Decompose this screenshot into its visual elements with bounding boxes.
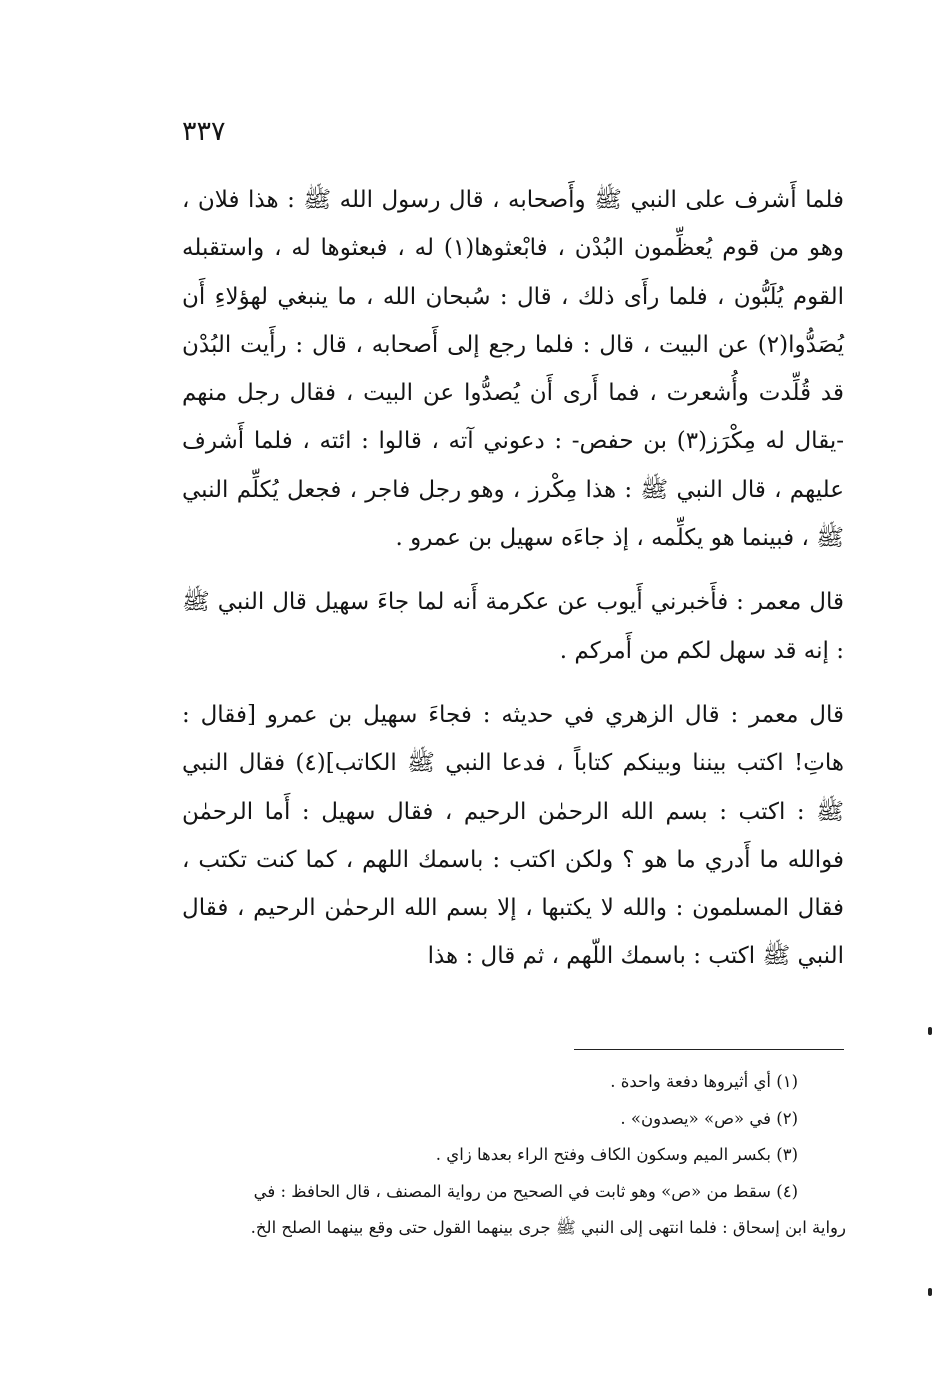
paragraph-2: قال معمر : فأَخبرني أَيوب عن عكرمة أَنه لما جاءَ سهيل قال النبي ﷺ : إنه قد سهل لكم من أَمركم . <box>182 589 844 664</box>
footnote-4-continuation: رواية ابن إسحاق : فلما انتهى إلى النبي ﷺ جرى بينهما القول حتى وقع بينهما الصلح الخ. <box>250 1218 846 1237</box>
footnote-3: (٣) بكسر الميم وسكون الكاف وفتح الراء بعدها زاي . <box>435 1145 798 1164</box>
scan-speck <box>928 1027 932 1035</box>
paragraph-3: قال معمر : قال الزهري في حديثه : فجاءَ سهيل بن عمرو [فقال : هاتِ! اكتب بيننا وبينكم كتاباً ، فدعا النبي ﷺ الكاتب](٤) فقال النبي ﷺ : اكتب : بسم الله الرحمٰن الرحيم ، فقال سهيل : أَما الرحمٰن فوالله ما أَدري ما هو ؟ ولكن اكتب : باسمك اللهم ، كما كنت تكتب ، فقال المسلمون : والله لا يكتبها ، إلا بسم الله الرحمٰن الرحيم ، فقال النبي ﷺ اكتب : باسمك اللّهم ، ثم قال : هذا <box>182 701 844 970</box>
footnote-1: (١) أي أثيروها دفعة واحدة . <box>610 1072 798 1091</box>
footnotes <box>176 1064 846 1247</box>
page-number: ٣٣٧ <box>182 116 226 147</box>
scan-speck <box>928 1288 932 1296</box>
main-text <box>182 176 844 981</box>
footnote-2: (٢) في «ص» «يصدون» . <box>620 1108 798 1128</box>
footnote-4: (٤) سقط من «ص» وهو ثابت في الصحيح من رواية المصنف ، قال الحافظ : في <box>253 1181 798 1201</box>
footnote-divider <box>574 1049 844 1050</box>
paragraph-1: فلما أَشرف على النبي ﷺ وأَصحابه ، قال رسول الله ﷺ : هذا فلان ، وهو من قوم يُعظِّمون البُدْن ، فابْعثوها(١) له ، فبعثوها له ، واستقبله القوم يُلَبُّون ، فلما رأَى ذلك ، قال : سُبحان الله ، ما ينبغي لهؤلاءِ أَن يُصَدُّوا(٢) عن البيت ، قال : فلما رجع إلى أَصحابه ، قال : رأَيت البُدْن قد قُلِّدت وأُشعرت ، فما أَرى أَن يُصدُّوا عن البيت ، فقال رجل منهم -يقال له مِكْرَز(٣) بن حفص- : دعوني آته ، قالوا : ائته ، فلما أَشرف عليهم ، قال النبي ﷺ : هذا مِكْرز ، وهو رجل فاجر ، فجعل يُكلِّم النبي ﷺ ، فبينما هو يكلِّمه ، إذ جاءَه سهيل بن عمرو . <box>182 187 844 552</box>
